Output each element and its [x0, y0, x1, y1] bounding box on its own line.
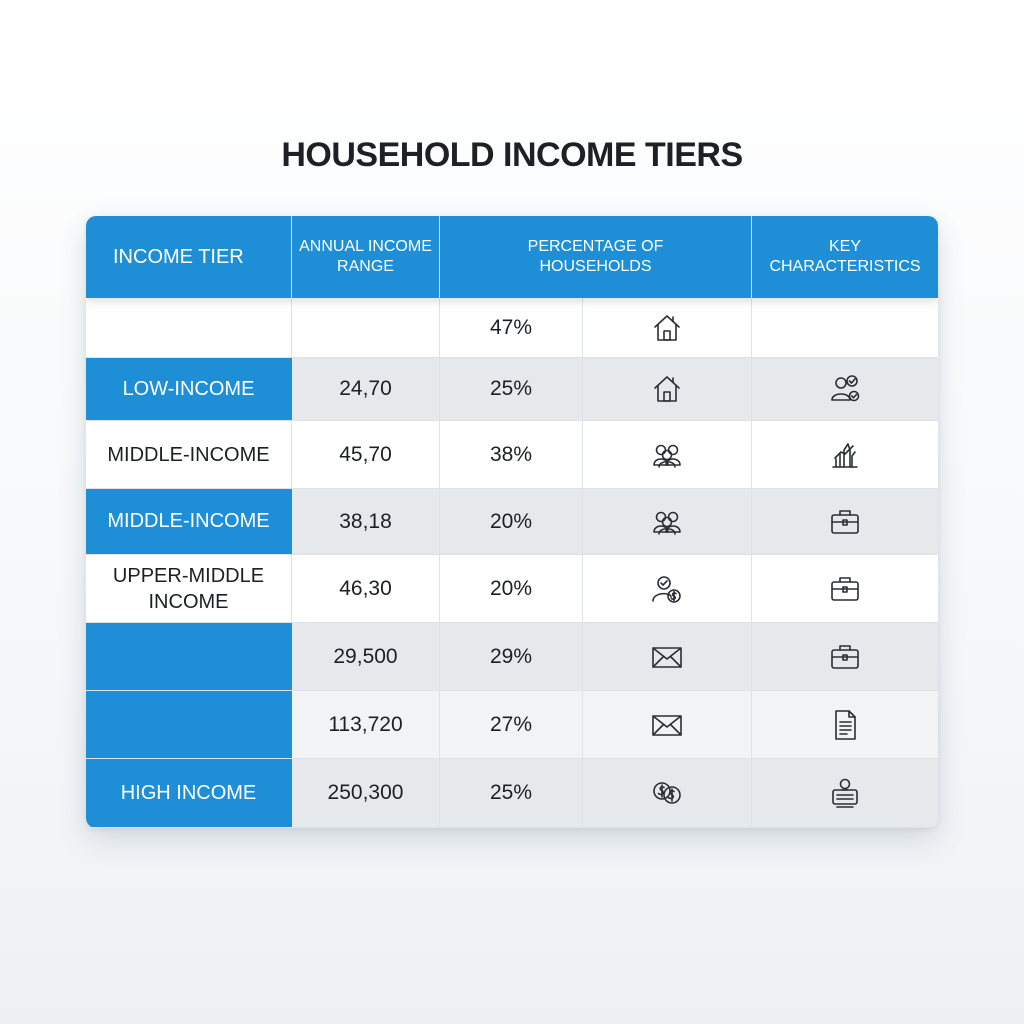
icon-cell: [583, 555, 752, 622]
house-icon: [650, 311, 684, 345]
icon-cell: [583, 421, 752, 488]
income-range-cell: 113,720: [292, 691, 440, 758]
income-tier-cell: UPPER-MIDDLE INCOME: [86, 555, 292, 622]
percentage-cell: 20%: [440, 555, 583, 622]
briefcase-icon: [828, 505, 862, 539]
icon-cell: [583, 489, 752, 554]
income-tier-cell: MIDDLE-INCOME: [86, 421, 292, 488]
percentage-cell: 38%: [440, 421, 583, 488]
icon-cell: [583, 759, 752, 827]
table-row: [86, 298, 938, 358]
percentage-cell: 25%: [440, 759, 583, 827]
income-range-cell: 29,500: [292, 623, 440, 690]
characteristics-cell: [752, 555, 938, 622]
income-tier-cell: [86, 691, 292, 758]
users-group-icon: [650, 505, 684, 539]
briefcase-icon: [828, 640, 862, 674]
table-row: [86, 623, 938, 691]
table-row: [86, 691, 938, 759]
income-range-cell: 45,70: [292, 421, 440, 488]
document-icon: [828, 708, 862, 742]
header-percentage-of-households: PERCENTAGE OF HOUSEHOLDS: [440, 216, 752, 298]
percentage-cell: 29%: [440, 623, 583, 690]
characteristics-cell: [752, 298, 938, 357]
icon-cell: [583, 298, 752, 357]
coins-icon: [650, 776, 684, 810]
growth-chart-icon: [828, 438, 862, 472]
table-header: [86, 216, 938, 298]
table-row: [86, 759, 938, 828]
id-card-icon: [828, 776, 862, 810]
verified-users-icon: [828, 372, 862, 406]
income-tier-cell: HIGH INCOME: [86, 759, 292, 827]
characteristics-cell: [752, 358, 938, 420]
page-title: HOUSEHOLD INCOME TIERS: [281, 136, 743, 174]
table-row: [86, 555, 938, 623]
income-tiers-table: [86, 216, 938, 828]
income-tier-cell: LOW-INCOME: [86, 358, 292, 420]
envelope-icon: [650, 640, 684, 674]
header-income-tier: INCOME TIER: [86, 216, 292, 298]
income-tier-cell: [86, 623, 292, 690]
percentage-cell: 20%: [440, 489, 583, 554]
characteristics-cell: [752, 623, 938, 690]
characteristics-cell: [752, 759, 938, 827]
income-range-cell: 24,70: [292, 358, 440, 420]
table-row: [86, 489, 938, 555]
briefcase-icon: [828, 572, 862, 606]
header-annual-income-range: ANNUAL INCOME RANGE: [292, 216, 440, 298]
percentage-cell: 27%: [440, 691, 583, 758]
characteristics-cell: [752, 421, 938, 488]
income-tier-cell: MIDDLE-INCOME: [86, 489, 292, 554]
envelope-icon: [650, 708, 684, 742]
characteristics-cell: [752, 691, 938, 758]
income-range-cell: [292, 298, 440, 357]
characteristics-cell: [752, 489, 938, 554]
table-row: [86, 421, 938, 489]
income-range-cell: 46,30: [292, 555, 440, 622]
income-tier-cell: [86, 298, 292, 357]
percentage-cell: 25%: [440, 358, 583, 420]
icon-cell: [583, 623, 752, 690]
house-icon: [650, 372, 684, 406]
icon-cell: [583, 358, 752, 420]
users-group-icon: [650, 438, 684, 472]
income-range-cell: 250,300: [292, 759, 440, 827]
income-range-cell: 38,18: [292, 489, 440, 554]
icon-cell: [583, 691, 752, 758]
header-key-characteristics: KEY CHARACTERISTICS: [769, 238, 921, 275]
table-row: [86, 358, 938, 421]
user-money-icon: [650, 572, 684, 606]
percentage-cell: 47%: [440, 298, 583, 357]
